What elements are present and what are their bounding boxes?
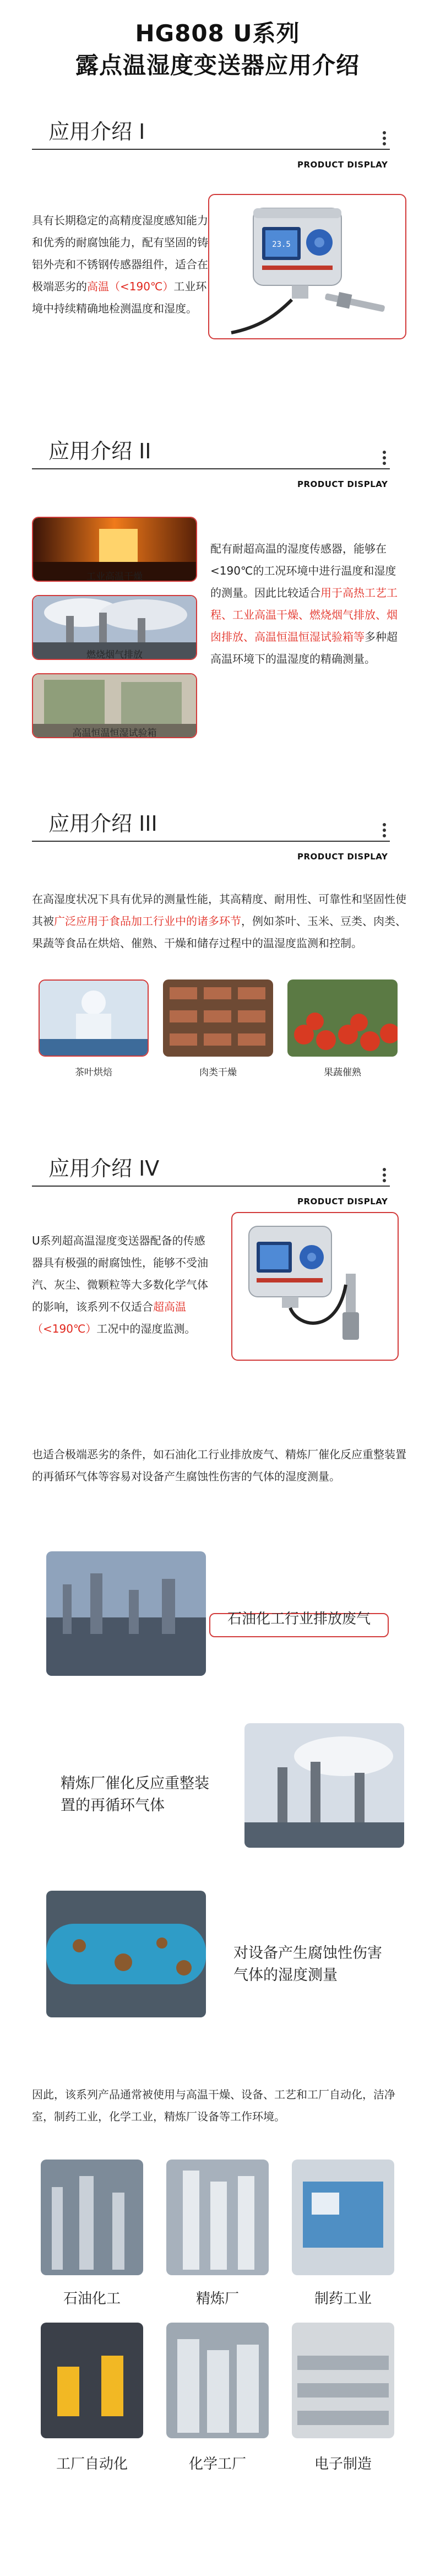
more-icon bbox=[383, 1168, 386, 1184]
photo-pharma bbox=[292, 2160, 394, 2275]
photo-petrochemical bbox=[41, 2160, 143, 2275]
page-title-line1: HG808 U系列 bbox=[135, 20, 300, 47]
section-divider bbox=[32, 1186, 390, 1187]
page-title-line2: 露点温湿度变送器应用介绍 bbox=[75, 52, 360, 79]
section-2-heading: 应用介绍 II bbox=[48, 439, 151, 463]
section-divider bbox=[32, 149, 390, 150]
product-image-2 bbox=[231, 1212, 399, 1361]
product-display-label: PRODUCT DISPLAY bbox=[297, 160, 388, 170]
device-readout: 23.5 bbox=[272, 240, 291, 249]
label-chemical-plant: 化学工厂 bbox=[188, 2456, 246, 2472]
label-factory-automation: 工厂自动化 bbox=[56, 2456, 128, 2472]
more-icon bbox=[383, 451, 386, 467]
photo-tea-baking bbox=[39, 979, 149, 1057]
caption-refinery-reforming: 精炼厂催化反应重整装 置的再循环气体 bbox=[61, 1775, 209, 1814]
label-refinery-plant: 精炼厂 bbox=[195, 2291, 239, 2307]
section-1-text: 具有长期稳定的高精度湿度感知能力和优秀的耐腐蚀能力，配有坚固的铸铝外壳和不锈钢传感器组件，适合在极端恶劣的高温（<190℃）工业环境中持续精确地检测温度和湿度。 bbox=[32, 214, 208, 315]
product-image-1 bbox=[208, 194, 406, 339]
section-divider bbox=[32, 468, 390, 469]
section-4-para3: 因此，该系列产品通常被使用与高温干燥、设备、工艺和工厂自动化，洁净室，制药工业，化学工业，精炼厂设备等工作环境。 bbox=[32, 2088, 395, 2123]
product-display-label: PRODUCT DISPLAY bbox=[297, 1197, 388, 1206]
label-meat-drying: 肉类干燥 bbox=[199, 1067, 237, 1078]
photo-refinery bbox=[244, 1723, 404, 1848]
label-petrochemical: 石油化工 bbox=[63, 2291, 121, 2307]
section-4-text: U系列超高温湿度变送器配备的传感器具有极强的耐腐蚀性，能够不受油汽、灰尘、微颗粒等大多数化学气体的影响，该系列不仅适合超高温（<190℃）工况中的湿度监测。 bbox=[32, 1234, 208, 1335]
label-test-chamber: 高温恒温恒湿试验箱 bbox=[72, 728, 157, 739]
more-icon bbox=[383, 131, 386, 148]
label-industrial-drying: 工业高温干燥 bbox=[86, 571, 143, 582]
photo-electronics bbox=[292, 2323, 394, 2438]
caption-petrochemical-exhaust: 石油化工行业排放废气 bbox=[227, 1611, 371, 1627]
product-display-label: PRODUCT DISPLAY bbox=[297, 479, 388, 489]
caption-corrosive-gas: 对设备产生腐蚀性伤害 气体的湿度测量 bbox=[233, 1945, 382, 1984]
section-3-heading: 应用介绍 III bbox=[48, 811, 157, 836]
section-3-text: 在高湿度状况下具有优异的测量性能，其高精度、耐用性、可靠性和坚固性使其被广泛应用于食品加工行业中的诸多环节，例如茶叶、玉米、豆类、肉类、果蔬等食品在烘焙、催熟、干燥和储存过程中的温湿度监测和控制。 bbox=[32, 892, 406, 950]
label-fruit-ripening: 果蔬催熟 bbox=[324, 1067, 361, 1078]
section-divider bbox=[32, 841, 390, 842]
photo-refinery-plant bbox=[166, 2160, 269, 2275]
photo-factory-automation bbox=[41, 2323, 143, 2438]
photo-corroded-pipe bbox=[46, 1891, 206, 2017]
product-display-label: PRODUCT DISPLAY bbox=[297, 852, 388, 862]
label-flue-gas: 燃烧烟气排放 bbox=[86, 650, 143, 661]
more-icon bbox=[383, 823, 386, 840]
section-1-heading: 应用介绍 I bbox=[48, 120, 145, 144]
label-tea-baking: 茶叶烘焙 bbox=[75, 1067, 112, 1078]
photo-chemical-plant bbox=[166, 2323, 269, 2438]
photo-petrochemical-exhaust bbox=[46, 1551, 206, 1676]
section-4-heading: 应用介绍 IV bbox=[48, 1156, 160, 1181]
photo-fruit-ripening bbox=[287, 979, 398, 1057]
label-pharma: 制药工业 bbox=[314, 2291, 372, 2307]
label-electronics: 电子制造 bbox=[314, 2456, 372, 2472]
section-2-text: 配有耐超高温的湿度传感器，能够在<190℃的工况环境中进行温度和湿度的测量。因此比较适合用于高热工艺工程、工业高温干燥、燃烧烟气排放、烟囱排放、高温恒温恒湿试验箱等多种超高温环境下的温湿度的精确测量。 bbox=[210, 542, 398, 665]
photo-meat-drying bbox=[163, 979, 273, 1057]
section-4-para2: 也适合极端恶劣的条件，如石油化工行业排放废气、精炼厂催化反应重整装置的再循环气体等容易对设备产生腐蚀性伤害的气体的湿度测量。 bbox=[32, 1448, 406, 1483]
